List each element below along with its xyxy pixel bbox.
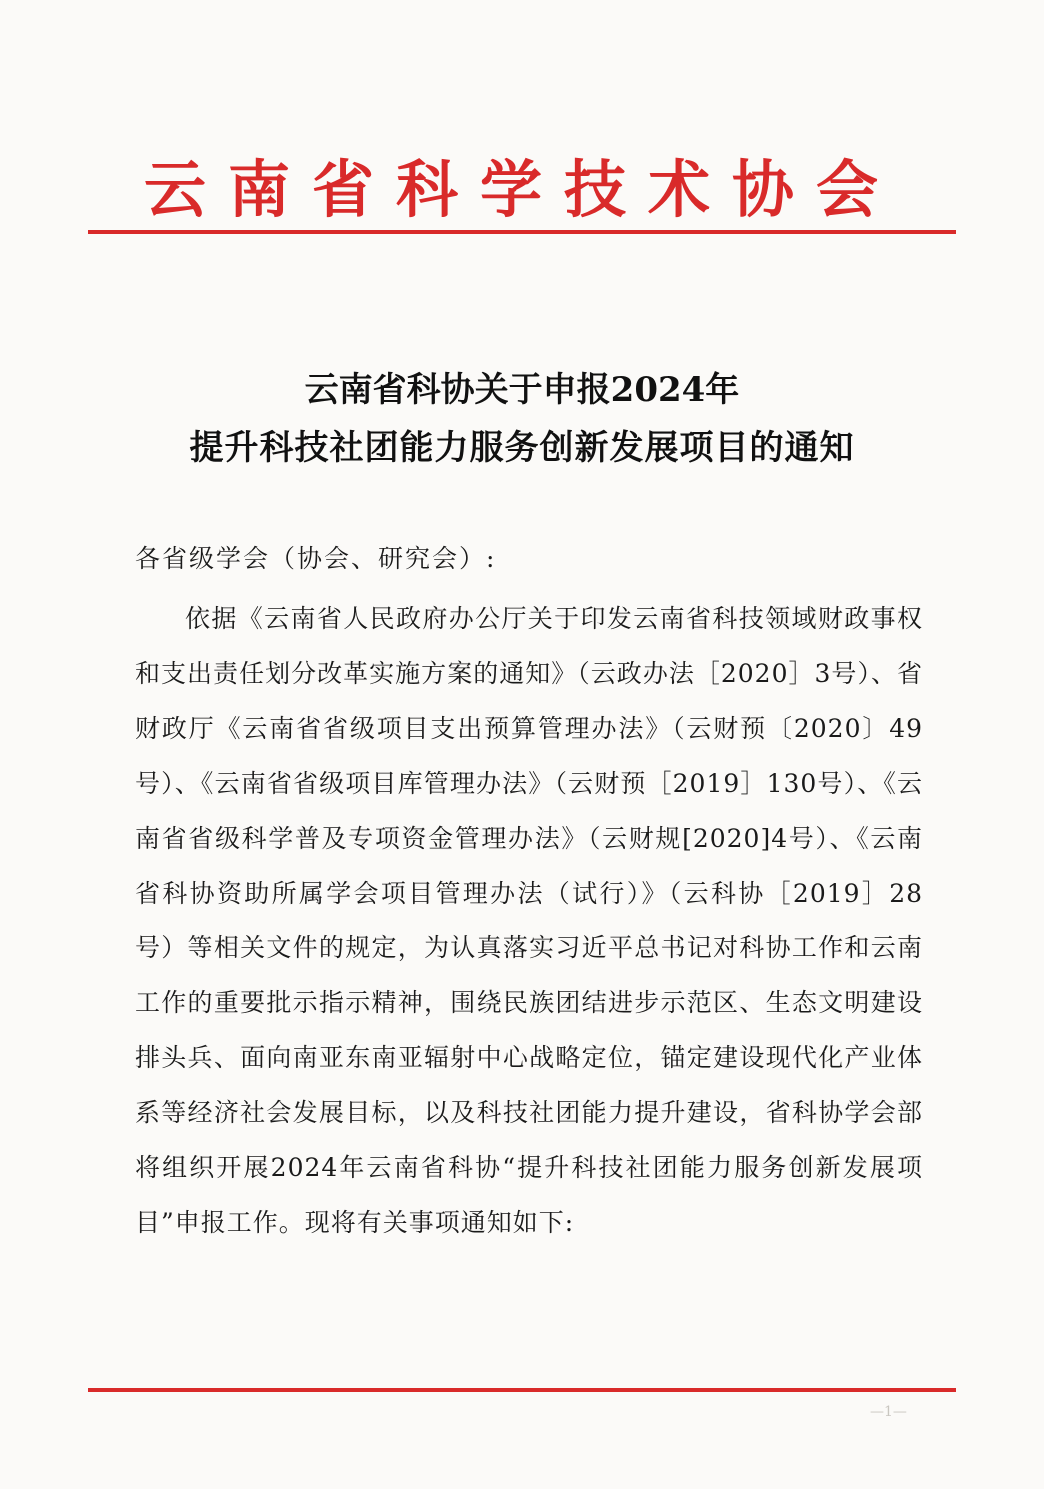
body-paragraph: 依据《云南省人民政府办公厅关于印发云南省科技领域财政事权和支出责任划分改革实施方案的通知》（云政办法［2020］3号）、省财政厅《云南省省级项目支出预算管理办法》（云财预〔2020〕49号）、《云南省省级项目库管理办法》（云财预［2019］130号）、《云南省省级科学普及专项资金管理办法》（云财规[2020]4号）、《云南省科协资助所属学会项目管理办法（试行）》（云科协［2019］28号）等相关文件的规定，为认真落实习近平总书记对科协工作和云南工作的重要批示指示精神，围绕民族团结进步示范区、生态文明建设排头兵、面向南亚东南亚辐射中心战略定位，锚定建设现代化产业体系等经济社会发展目标，以及科技社团能力提升建设，省科协学会部将组织开展2024年云南省科协“提升科技社团能力服务创新发展项目”申报工作。现将有关事项通知如下: xyxy=(135,604,923,1237)
footer-divider xyxy=(88,1388,956,1392)
salutation: 各省级学会（协会、研究会）: xyxy=(135,544,497,573)
notice-title-line-1: 云南省科协关于申报2024年 xyxy=(304,370,740,410)
notice-title-line-2: 提升科技社团能力服务创新发展项目的通知 xyxy=(189,428,855,468)
letterhead-divider xyxy=(88,230,956,234)
letterhead-title: 云南省科学技术协会 xyxy=(143,153,900,226)
page-mark: —1— xyxy=(870,1404,907,1420)
